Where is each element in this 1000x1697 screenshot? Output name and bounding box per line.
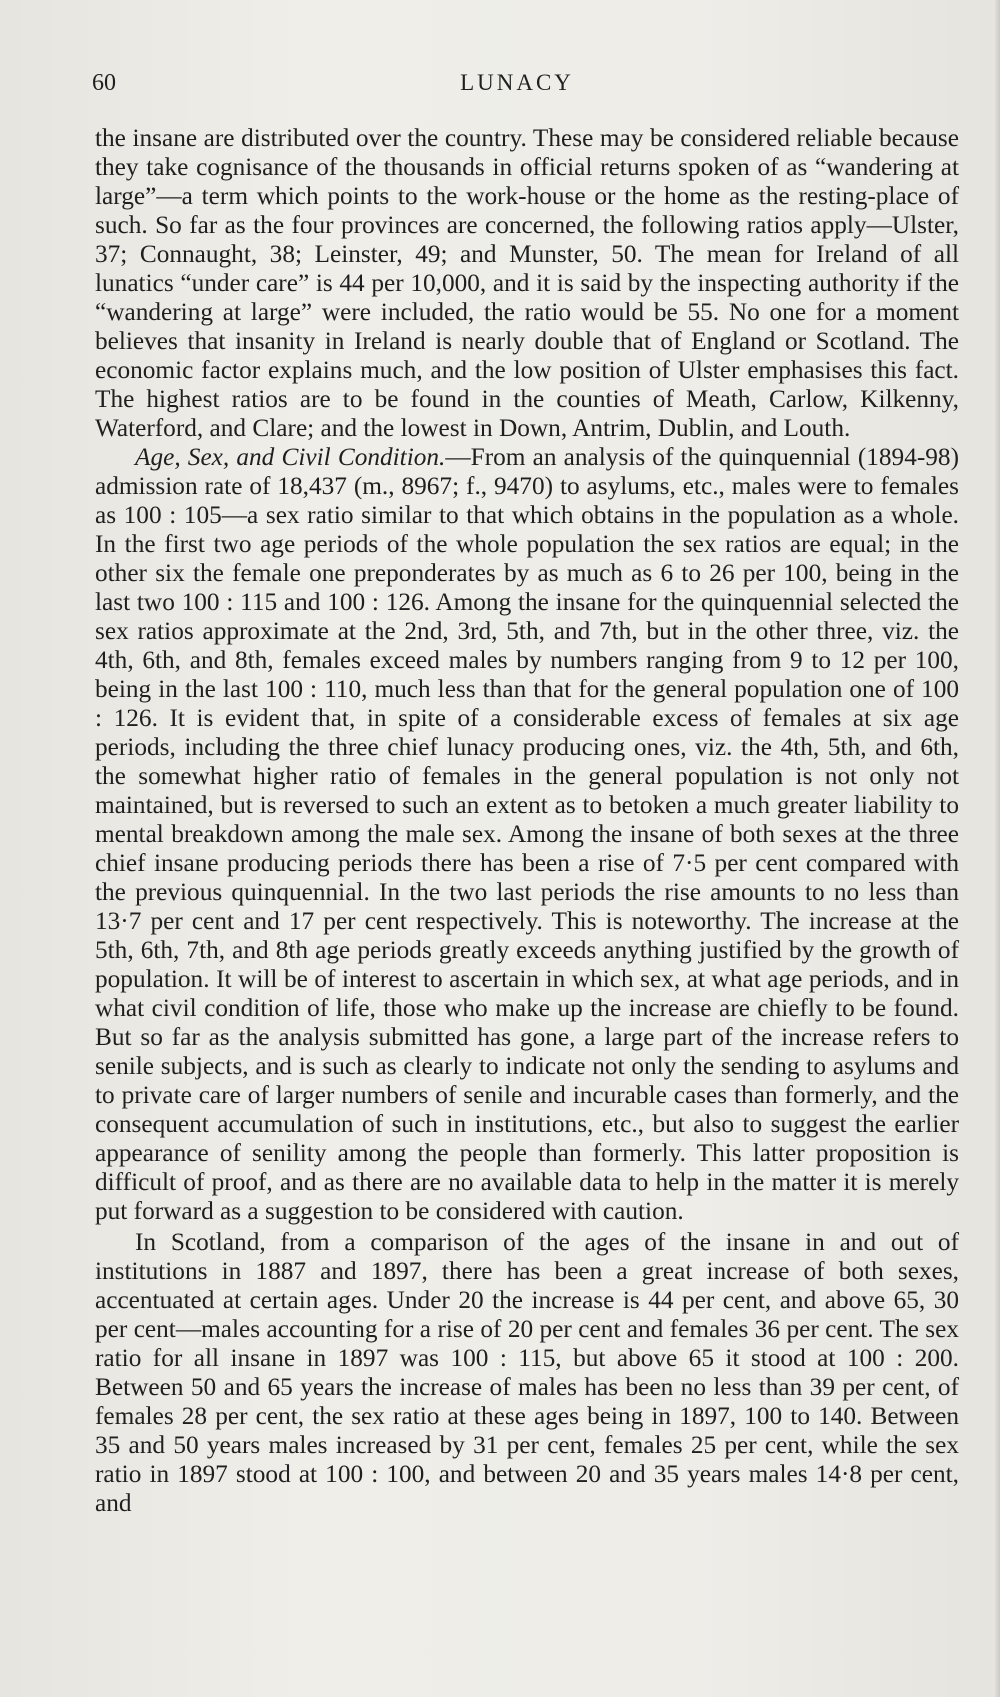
- page-edge-shadow: [994, 0, 1000, 1697]
- running-head: LUNACY: [460, 70, 574, 95]
- page-header: [92, 70, 942, 106]
- body-text: [95, 124, 959, 1518]
- page-number: 60: [92, 70, 116, 96]
- section-subheading: Age, Sex, and Civil Condition.: [135, 443, 446, 471]
- paragraph-scotland: In Scotland, from a comparison of the ages of the insane in and out of institutions in 1887 and 1897, there has been a great increase of both sexes, accentuated at certain ages. Under 20 the increase is 44 per cent, and above 65, 30 per cent—males accounting for a rise of 20 per cent and females 36 per cent. The sex ratio for all insane in 1897 was 100 : 115, but above 65 it stood at 100 : 200. Between 50 and 65 years the increase of males has been no less than 39 per cent, of females 28 per cent, the sex ratio at these ages being in 1897, 100 to 140. Between 35 and 50 years males increased by 31 per cent, females 25 per cent, while the sex ratio in 1897 stood at 100 : 100, and between 20 and 35 years males 14·8 per cent, and: [95, 1228, 959, 1517]
- paragraph-age-sex-civil-condition: [95, 443, 959, 1226]
- paragraph-ireland-ratios: the insane are distributed over the country. These may be considered reliable because they take cognisance of the thousands in official returns spoken of as “wandering at large”—a term which points to the work-house or the home as the resting-place of such. So far as the four provinces are concerned, the following ratios apply—Ulster, 37; Connaught, 38; Leinster, 49; and Munster, 50. The mean for Ireland of all lunatics “under care” is 44 per 10,000, and it is said by the inspecting authority if the “wandering at large” were included, the ratio would be 55. No one for a moment believes that insanity in Ireland is nearly double that of England or Scotland. The economic factor explains much, and the low position of Ulster emphasises this fact. The highest ratios are to be found in the counties of Meath, Carlow, Kilkenny, Waterford, and Clare; and the lowest in Down, Antrim, Dublin, and Louth.: [95, 124, 959, 442]
- paragraph-age-sex-text: —From an analysis of the quinquennial (1894-98) admission rate of 18,437 (m., 8967; f., 9470) to asylums, etc., males were to females as 100 : 105—a sex ratio similar to that which obtains in the population as a whole. In the first two age periods of the whole population the sex ratios are equal; in the other six the female one preponderates by as much as 6 to 26 per 100, being in the last two 100 : 115 and 100 : 126. Among the insane for the quinquennial selected the sex ratios approximate at the 2nd, 3rd, 5th, and 7th, but in the other three, viz. the 4th, 6th, and 8th, females exceed males by numbers ranging from 9 to 12 per 100, being in the last 100 : 110, much less than that for the general population one of 100 : 126. It is evident that, in spite of a considerable excess of females at six age periods, including the three chief lunacy producing ones, viz. the 4th, 5th, and 6th, the somewhat higher ratio of females in the general population is not only not maintained, but is reversed to such an extent as to betoken a much greater liability to mental breakdown among the male sex. Among the insane of both sexes at the three chief insane producing periods there has been a rise of 7·5 per cent compared with the previous quinquennial. In the two last periods the rise amounts to no less than 13·7 per cent and 17 per cent respectively. This is noteworthy. The increase at the 5th, 6th, 7th, and 8th age periods greatly exceeds anything justified by the growth of population. It will be of interest to ascertain in which sex, at what age periods, and in what civil condition of life, those who make up the increase are chiefly to be found. But so far as the analysis submitted has gone, a large part of the increase refers to senile subjects, and is such as clearly to indicate not only the sending to asylums and to private care of larger numbers of senile and incurable cases than formerly, and the consequent accumulation of such in institutions, etc., but also to suggest the earlier appearance of senility among the people than formerly. This latter proposition is difficult of proof, and as there are no available data to help in the matter it is merely put forward as a suggestion to be considered with caution.: [95, 443, 959, 1225]
